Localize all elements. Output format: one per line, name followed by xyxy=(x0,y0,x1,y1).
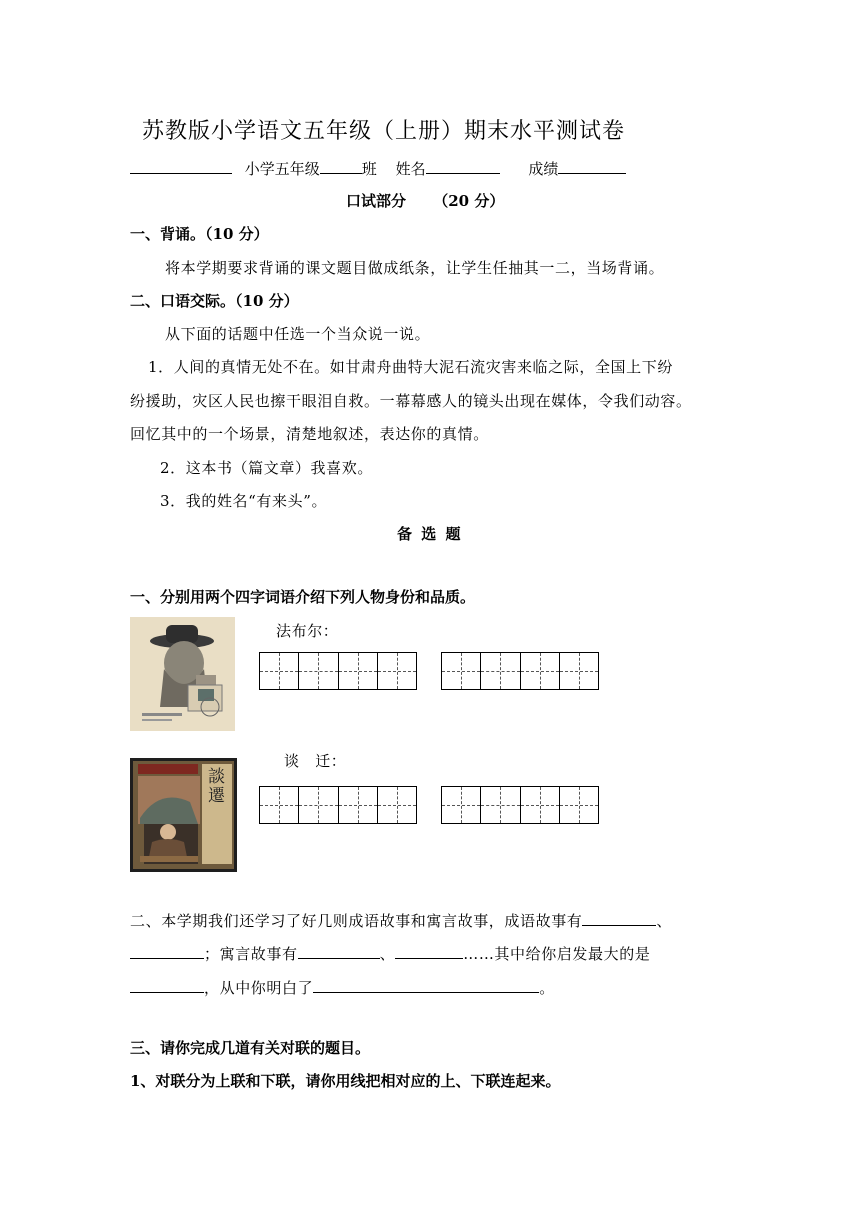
backup2-line2-c: ……其中给你启发最大的是 xyxy=(463,945,651,963)
topic1-line3: 回忆其中的一个场景，清楚地叙述，表达你的真情。 xyxy=(130,425,489,443)
class-blank[interactable] xyxy=(320,159,362,174)
lesson-learned-blank[interactable] xyxy=(313,978,539,993)
name-label: 姓名 xyxy=(395,160,426,178)
backup-title: 备 选 题 xyxy=(397,525,463,543)
topic1-line2: 纷援助，灾区人民也擦干眼泪自救。一幕幕感人的镜头出现在媒体，令我们动容。 xyxy=(130,392,692,410)
tanqian-answer-grid-2[interactable] xyxy=(441,786,599,824)
school-blank[interactable] xyxy=(130,159,232,174)
student-info-line xyxy=(130,158,626,179)
name-blank[interactable] xyxy=(426,159,500,174)
backup1-heading: 一、分别用两个四字词语介绍下列人物身份和品质。 xyxy=(130,588,476,606)
score-label: 成绩 xyxy=(528,160,559,178)
backup2-line3 xyxy=(130,977,555,998)
tan-qian-label: 谈 迁： xyxy=(284,752,347,770)
topic2: 2．这本书（篇文章）我喜欢。 xyxy=(160,459,373,477)
idiom-story-blank-2[interactable] xyxy=(130,944,204,959)
section2-intro: 从下面的话题中任选一个当众说一说。 xyxy=(165,325,431,343)
book-cover-title: 談遷 xyxy=(208,767,225,806)
fabre-answer-grid-1[interactable] xyxy=(259,652,417,690)
section2-heading: 二、口语交际。（10 分） xyxy=(130,292,299,310)
backup3-heading: 三、请你完成几道有关对联的题目。 xyxy=(130,1039,371,1057)
backup2-line3-end: 。 xyxy=(539,979,555,997)
grade-label: 小学五年级 xyxy=(244,160,320,178)
fable-blank-2[interactable] xyxy=(395,944,463,959)
topic3: 3．我的姓名“有来头”。 xyxy=(160,492,328,510)
oral-points: （20 分） xyxy=(433,192,505,210)
topic1-line1: 1．人间的真情无处不在。如甘肃舟曲特大泥石流灾害来临之际，全国上下纷 xyxy=(148,358,673,376)
fabre-portrait-image xyxy=(130,617,235,731)
section1-heading: 一、背诵。（10 分） xyxy=(130,225,269,243)
backup3-sub: 1、对联分为上联和下联，请你用线把相对应的上、下联连起来。 xyxy=(130,1072,561,1090)
backup2-line3-a: ，从中你明白了 xyxy=(204,979,314,997)
oral-section-title xyxy=(346,190,504,211)
backup2-line2-a: ；寓言故事有 xyxy=(204,945,298,963)
backup2-line2 xyxy=(130,943,650,964)
fable-blank-1[interactable] xyxy=(298,944,380,959)
fabre-label: 法布尔： xyxy=(276,622,339,640)
backup2-line1 xyxy=(130,910,672,931)
oral-title: 口试部分 xyxy=(346,192,407,210)
tanqian-answer-grid-1[interactable] xyxy=(259,786,417,824)
backup2-line2-b: 、 xyxy=(379,945,396,963)
backup2-line1-end: 、 xyxy=(656,912,673,930)
section1-text: 将本学期要求背诵的课文题目做成纸条，让学生任抽其一二，当场背诵。 xyxy=(165,259,665,277)
class-label: 班 xyxy=(361,160,377,178)
inspiring-story-blank[interactable] xyxy=(130,978,204,993)
score-blank[interactable] xyxy=(558,159,626,174)
tan-qian-book-cover-image xyxy=(130,758,237,872)
idiom-story-blank-1[interactable] xyxy=(582,911,656,926)
fabre-answer-grid-2[interactable] xyxy=(441,652,599,690)
exam-title: 苏教版小学语文五年级（上册）期末水平测试卷 xyxy=(142,119,626,144)
backup2-line1-text: 二、本学期我们还学习了好几则成语故事和寓言故事，成语故事有 xyxy=(130,912,583,930)
